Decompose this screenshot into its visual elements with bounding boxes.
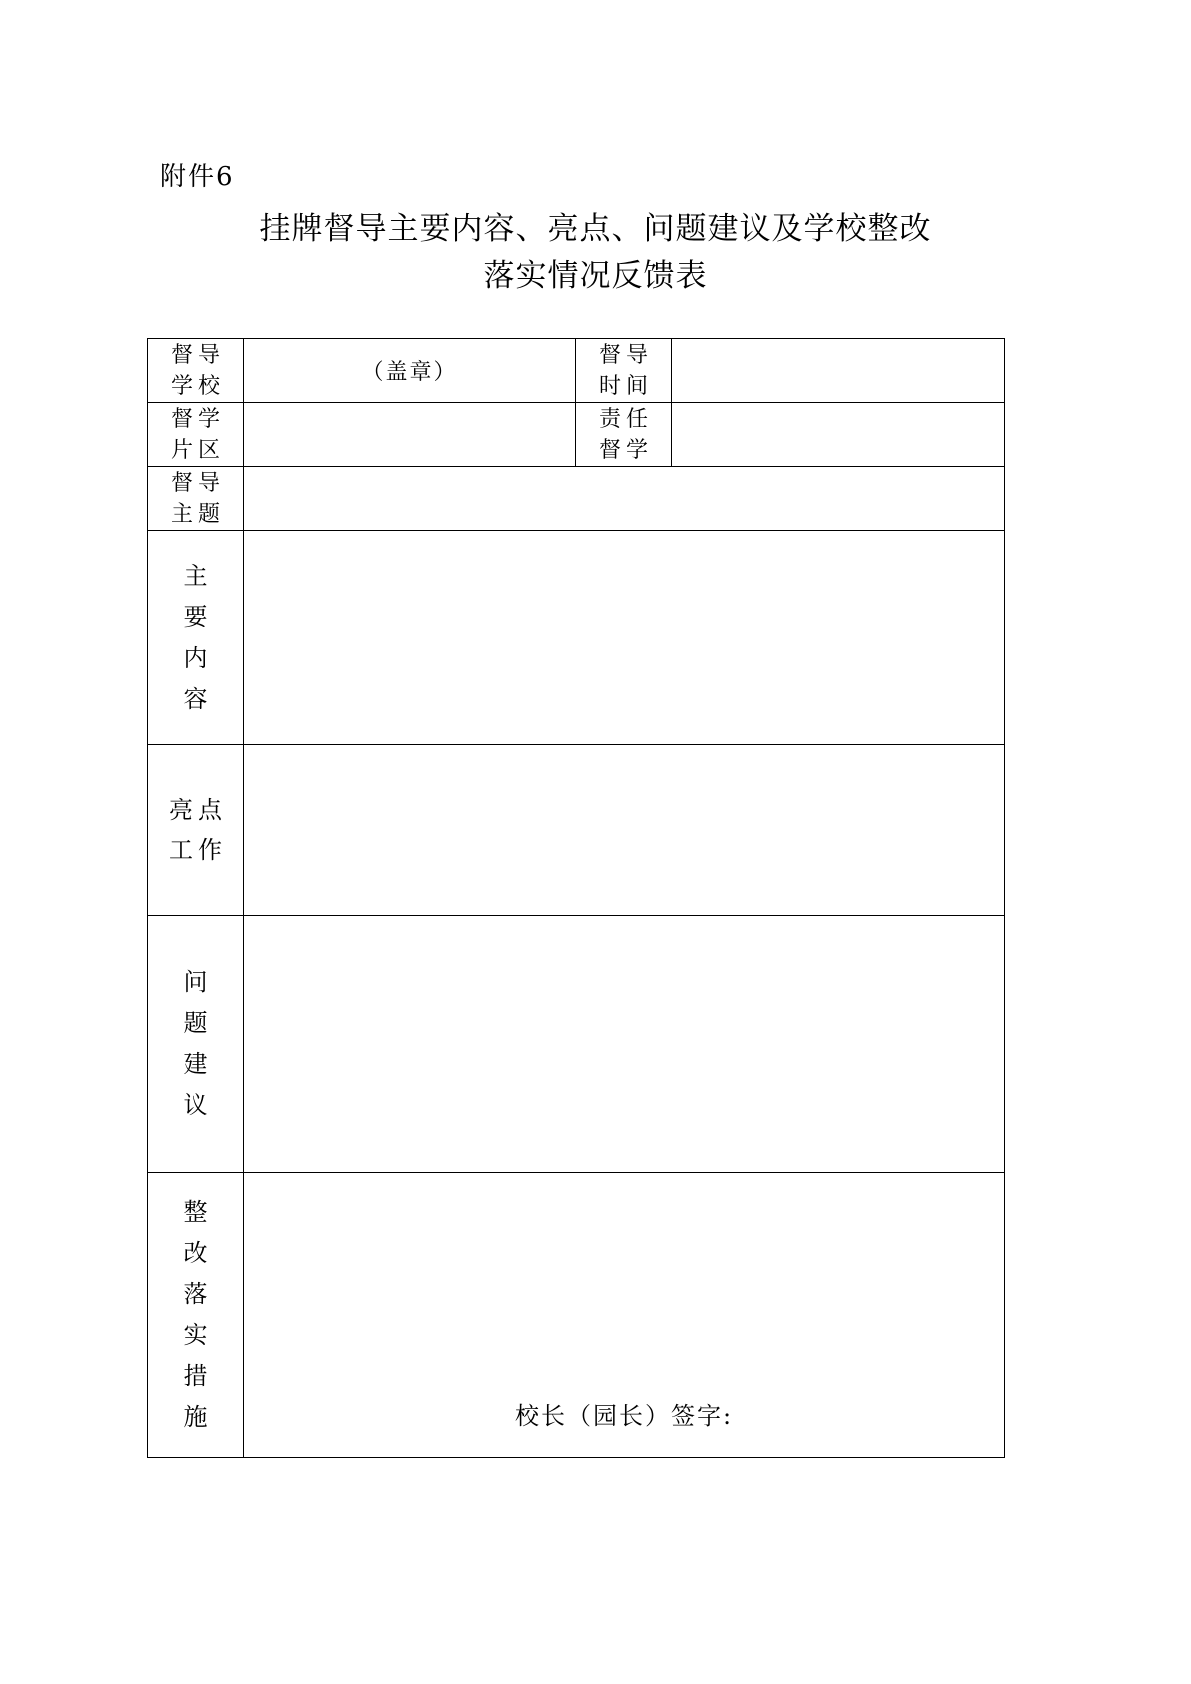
highlight-label: 亮点 工作 [148,745,244,916]
responsible-field[interactable] [672,403,1005,467]
district-field[interactable] [244,403,576,467]
content-field[interactable] [244,531,1005,745]
school-label: 督导 学校 [148,339,244,403]
stamp-text: （盖章） [361,360,458,385]
theme-label: 督导 主题 [148,467,244,531]
row-district [148,403,1005,467]
row-highlight [148,745,1005,916]
row-rectify [148,1173,1005,1458]
school-field[interactable] [244,339,576,403]
row-problem [148,916,1005,1173]
time-field[interactable] [672,339,1005,403]
problem-field[interactable] [244,916,1005,1173]
row-theme [148,467,1005,531]
theme-field[interactable] [244,467,1005,531]
rectify-label: 整 改 落 实 措 施 [148,1173,244,1458]
principal-signature-label: 校长（园长）签字: [514,1402,734,1430]
feedback-form-table [147,338,1005,1458]
responsible-label: 责任 督学 [576,403,672,467]
document-title-line-1: 挂牌督导主要内容、亮点、问题建议及学校整改 [259,211,932,247]
row-school [148,339,1005,403]
attachment-label: 附件6 [160,162,235,192]
time-label: 督导 时间 [576,339,672,403]
highlight-field[interactable] [244,745,1005,916]
content-label: 主 要 内 容 [148,531,244,745]
document-title-line-2: 落实情况反馈表 [483,258,708,294]
row-content [148,531,1005,745]
rectify-field[interactable] [244,1173,1005,1458]
problem-label: 问 题 建 议 [148,916,244,1173]
district-label: 督学 片区 [148,403,244,467]
